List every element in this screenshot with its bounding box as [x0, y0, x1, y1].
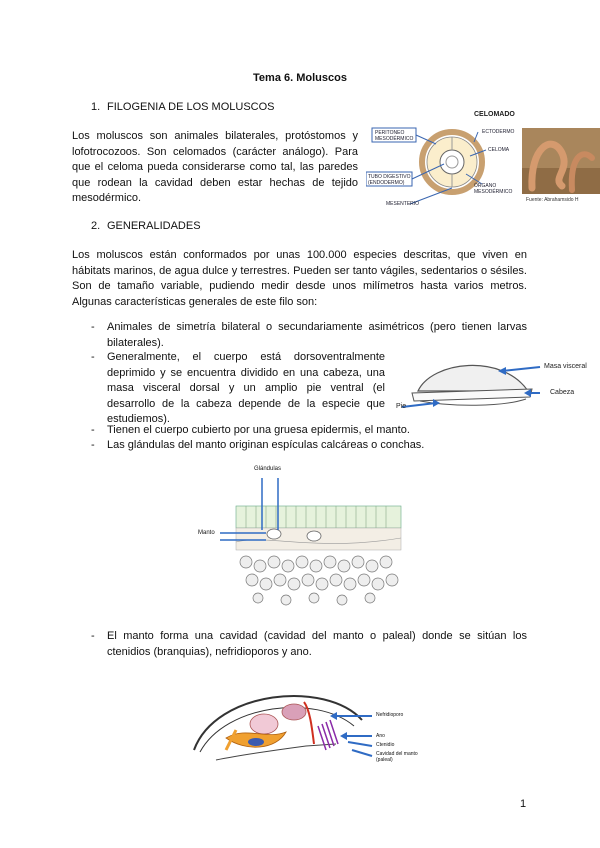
mantle-tissue-diagram	[196, 462, 406, 608]
mantle-figure	[196, 462, 406, 608]
list-item: - El manto forma una cavidad (cavidad del manto o paleal) donde se sitúan los ctenidios (branquias), nefridioporos y ano.	[91, 630, 527, 658]
label-ano: Ano	[376, 733, 385, 739]
label-ctenidio: Ctenidio	[376, 742, 395, 748]
list-item: - Animales de simetría bilateral o secundariamente asimétricos (pero tienen larvas bilaterales).	[91, 321, 527, 349]
list-item: - Las glándulas del manto originan espículas calcáreas o conchas.	[91, 439, 425, 451]
label-ectodermo: ECTODERMO	[482, 129, 515, 135]
label-organo-mesodermico: ÓRGANO MESODÉRMICO	[474, 183, 513, 195]
label-tubo-digestivo: TUBO DIGESTIVO (ENDODERMO)	[368, 174, 411, 186]
worm-photo	[522, 128, 600, 194]
label-manto: Manto	[198, 530, 215, 536]
section-number: 2.	[91, 220, 101, 232]
page-number: 1	[520, 798, 527, 810]
label-pie: Pie	[396, 403, 407, 410]
mantle-cavity-figure	[186, 680, 422, 776]
label-cabeza: Cabeza	[550, 389, 575, 396]
label-cavidad-manto: Cavidad del manto (paleal)	[376, 751, 418, 763]
generalidades-paragraph: Los moluscos están conformados por unas 100.000 especies descritas, que viven en hábitats marinos, de agua dulce y terrestres. Pueden ser tanto vágiles, sedentarios o sésiles. Son de tamaño variable, pudiendo medir desde unos milímetros hasta varios metros. Algunas características generales de este filo son:	[72, 249, 527, 308]
label-mesenterio: MESENTERIO	[386, 201, 420, 207]
label-celoma: CELOMA	[488, 147, 510, 153]
section-title: FILOGENIA DE LOS MOLUSCOS	[107, 101, 275, 113]
label-masa-visceral: Masa visceral	[544, 363, 587, 370]
page-title: Tema 6. Moluscos	[253, 72, 347, 84]
list-item: - Generalmente, el cuerpo está dorsoventralmente deprimido y se encuentra dividido en una cabeza, una masa visceral dorsal y un amplio pie ventral (el desarrollo de la cabeza depende de la especie que estudiemos).	[91, 351, 385, 425]
celomado-figure	[366, 110, 600, 212]
celomado-title: CELOMADO	[474, 111, 515, 118]
photo-source: Fuente: Abrahamsido H	[526, 197, 579, 203]
label-glandulas: Glándulas	[254, 466, 282, 472]
label-nefridioporo: Nefridioporo	[376, 712, 404, 718]
list-item: - Tienen el cuerpo cubierto por una gruesa epidermis, el manto.	[91, 424, 410, 436]
filogenia-paragraph: Los moluscos son animales bilaterales, protóstomos y lofotrocozoos. Son celomados (carácter análogo). Para que el celoma pueda considerarse como tal, las paredes que rodean la cavidad deben estar hechas de tejido mesodérmico.	[72, 130, 358, 204]
label-peritoneo: PERITONEO MESODÉRMICO	[375, 130, 414, 142]
section-heading-generalidades	[91, 220, 201, 232]
body-plan-figure	[392, 353, 600, 415]
section-number: 1.	[91, 101, 101, 113]
section-title: GENERALIDADES	[107, 220, 201, 232]
section-heading-filogenia	[91, 101, 275, 113]
